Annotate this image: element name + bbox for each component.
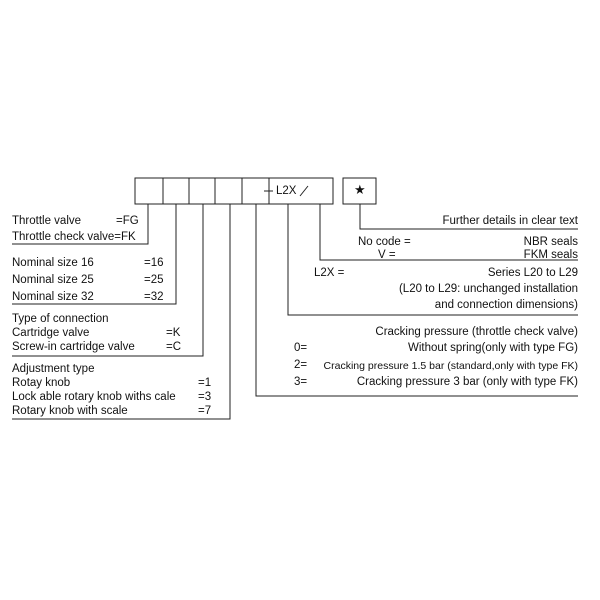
- series-slash: [300, 186, 308, 196]
- function-check-label: Throttle check valve=FK: [12, 231, 136, 243]
- cracking-2-code: 2=: [294, 359, 308, 371]
- series-note-line1: (L20 to L29: unchanged installation: [398, 283, 578, 295]
- cracking-0-value: Without spring(only with type FG): [407, 342, 578, 354]
- adjustment-title: Adjustment type: [12, 363, 95, 375]
- adjustment-scale-label: Rotary knob with scale: [12, 405, 128, 417]
- adjustment-rotary-code: =1: [198, 377, 212, 389]
- code-box-3: [189, 178, 215, 204]
- code-box-4: [215, 178, 242, 204]
- code-box-2: [163, 178, 189, 204]
- size-16-label: Nominal size 16: [12, 257, 94, 269]
- further-details-label: Further details in clear text: [442, 215, 578, 227]
- adjustment-lockable-label: Lock able rotary knob withs cale: [12, 391, 176, 403]
- series-box-label: L2X: [276, 185, 297, 197]
- seals-nocode-code: No code =: [358, 236, 411, 248]
- code-box-1: [135, 178, 163, 204]
- seals-v-code: V =: [378, 249, 396, 261]
- star-icon: ★: [354, 182, 366, 197]
- cracking-2-value: Cracking pressure 1.5 bar (standard,only with type FK): [323, 360, 578, 372]
- connection-screwin-label: Screw-in cartridge valve: [12, 341, 135, 353]
- function-throttle-label: Throttle valve: [12, 215, 82, 227]
- size-16-code: =16: [144, 257, 164, 269]
- adjustment-lockable-code: =3: [198, 391, 212, 403]
- cracking-3-code: 3=: [294, 376, 308, 388]
- cracking-3-value: Cracking pressure 3 bar (only with type FK): [356, 376, 578, 388]
- adjustment-rotary-label: Rotay knob: [12, 377, 71, 389]
- connection-title: Type of connection: [12, 313, 109, 325]
- function-throttle-code: =FG: [116, 215, 139, 227]
- size-32-label: Nominal size 32: [12, 291, 94, 303]
- connection-cartridge-label: Cartridge valve: [12, 327, 90, 339]
- seals-fkm-value: FKM seals: [523, 249, 578, 261]
- size-25-code: =25: [144, 274, 164, 286]
- series-note-line2: and connection dimensions): [434, 299, 578, 311]
- series-code: L2X =: [314, 267, 345, 279]
- connection-cartridge-code: =K: [166, 327, 181, 339]
- cracking-title: Cracking pressure (throttle check valve): [375, 326, 578, 338]
- cracking-0-code: 0=: [294, 342, 308, 354]
- adjustment-scale-code: =7: [198, 405, 212, 417]
- size-32-code: =32: [144, 291, 164, 303]
- connection-screwin-code: =C: [166, 341, 182, 353]
- seals-nbr-value: NBR seals: [523, 236, 578, 248]
- series-value: Series L20 to L29: [487, 267, 578, 279]
- size-25-label: Nominal size 25: [12, 274, 94, 286]
